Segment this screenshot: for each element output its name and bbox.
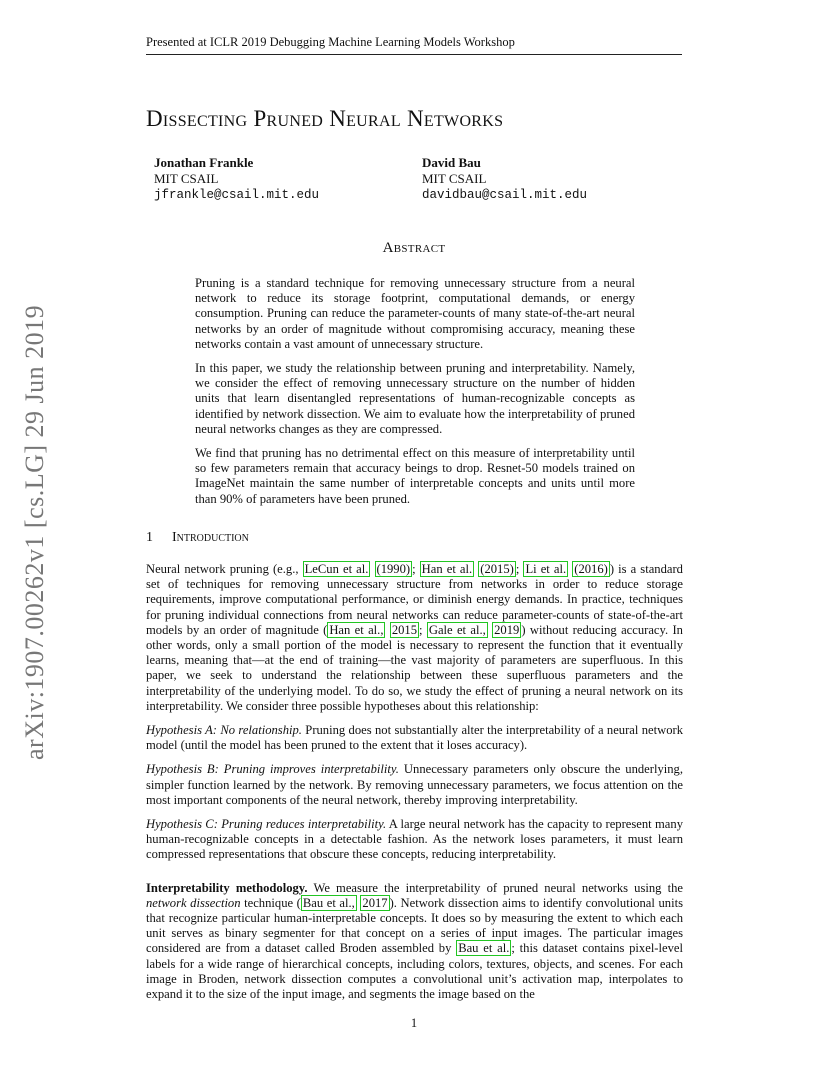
citation-link[interactable]: (2016) <box>574 562 608 576</box>
text-run: ; <box>419 622 427 637</box>
abstract-paragraph: Pruning is a standard technique for removing unnecessary structure from a neural network to reduce its storage footprint, computational demands, or energy consumption. Pruning can reduce the parameter-counts of many state-of-the-art neural networks by an order of magnitude without compromising accuracy, meaning these networks contain a vast amount of unnecessary structure. <box>195 276 635 351</box>
citation-link[interactable]: 2019 <box>494 622 520 637</box>
author-affiliation: MIT CSAIL <box>422 171 487 186</box>
emphasis-term: network dissection <box>146 895 241 910</box>
author-name: David Bau <box>422 155 481 170</box>
intro-paragraph <box>146 562 683 714</box>
citation-link[interactable]: LeCun et al. <box>304 562 369 576</box>
citation-link[interactable]: Han et al. <box>421 562 473 576</box>
text-run: A large neural network has the capacity to represent many human-recognizable concepts in a detectable fashion. As the network loses parameters, it must learn compressed representations that obscure these concepts, reducing interpretability. <box>146 817 683 862</box>
text-run: ) is a standard set of techniques for removing unnecessary structure from networks in order to reduce storage requirements, improve computational performance, or diminish energy demands. In practice, techniques for pruning individual connections from neural networks can reduce parameter-counts of state-of-the-art models by an order of magnitude ( <box>146 562 683 637</box>
page-number: 1 <box>410 1016 418 1030</box>
methodology-paragraph <box>146 881 683 1003</box>
hypothesis-c <box>146 817 683 863</box>
author-affiliation: MIT CSAIL <box>154 171 219 186</box>
citation-link[interactable]: Bau et al. <box>458 941 510 956</box>
citation-link[interactable]: (2015) <box>480 562 514 576</box>
citation-link[interactable]: (1990) <box>376 562 411 576</box>
section-heading <box>146 530 249 546</box>
text-run: Neural network pruning (e.g., <box>146 562 303 576</box>
hypothesis-label: Hypothesis C: Pruning reduces interpretability. <box>146 817 387 832</box>
citation-link[interactable]: Bau et al., <box>302 895 355 910</box>
citation-link[interactable]: 2017 <box>362 895 388 910</box>
text-run: technique ( <box>240 895 301 910</box>
abstract-paragraph: We find that pruning has no detrimental effect on this measure of interpretability until so few parameters remain that accuracy beings to drop. Resnet-50 models trained on ImageNet maintain the same number of interpretable concepts and units until more than 90% of parameters have been pruned. <box>195 446 635 506</box>
author-block-1 <box>154 155 319 203</box>
citation-link[interactable]: Gale et al., <box>428 622 486 637</box>
abstract-paragraph: In this paper, we study the relationship between pruning and interpretability. Namely, we consider the effect of removing unnecessary structure on the number of hidden units that learn disentangled representations of human-recognizable concepts as identified by network dissection. We aim to evaluate how the interpretability of pruned neural networks changes as they are compressed. <box>195 361 635 436</box>
author-email: jfrankle@csail.mit.edu <box>154 188 320 202</box>
text-run: Pruning does not substantially alter the interpretability of a neural network model (until the model has been pruned to the extent that it loses accuracy). <box>146 723 684 753</box>
section-title: Introduction <box>172 530 249 545</box>
text-run: ; <box>515 562 524 576</box>
hypothesis-label: Hypothesis B: Pruning improves interpretability. <box>146 762 399 777</box>
text-run: ; this dataset contains pixel-level labels for a wide range of hierarchical concepts, including colors, textures, objects, and scenes. For each image in Broden, network dissection computes a convolutional unit’s activation map, interpolates to expand it to the size of the input image, and segments the image based on the <box>146 941 683 1002</box>
text-run: Unnecessary parameters only obscure the underlying, simpler function learned by the network. By removing unnecessary parameters, we focus attention on the most important components of the neural network, thereby improving interpretability. <box>146 762 683 807</box>
section-number: 1 <box>146 530 153 545</box>
paper-title: Dissecting Pruned Neural Networks <box>146 106 504 131</box>
section-body <box>146 562 683 1011</box>
text-run: ; <box>412 562 420 576</box>
author-block-2 <box>422 155 587 203</box>
hypothesis-a <box>146 723 683 753</box>
citation-link[interactable]: 2015 <box>391 622 417 637</box>
hypothesis-label: Hypothesis A: No relationship. <box>146 723 302 738</box>
author-name: Jonathan Frankle <box>154 155 254 170</box>
citation-link[interactable]: Han et al., <box>329 622 384 637</box>
running-header: Presented at ICLR 2019 Debugging Machine Learning Models Workshop <box>146 35 682 55</box>
author-email: davidbau@csail.mit.edu <box>422 188 588 202</box>
text-run: ) without reducing accuracy. In other words, only a small portion of the model is necessary to represent the function that it eventually learns, meaning that—at the end of training—the vast majority of parameters are superfluous. In this paper, we seek to understand the relationship between these superfluous parameters and the interpretability of the underlying model. To do so, we study the effect of pruning a neural network on its interpretability. We consider three possible hypotheses about this relationship: <box>146 622 683 713</box>
paragraph-heading: Interpretability methodology. <box>146 880 308 895</box>
arxiv-stamp: arXiv:1907.00262v1 [cs.LG] 29 Jun 2019 <box>20 304 49 760</box>
citation-link[interactable]: Li et al. <box>525 562 567 576</box>
hypothesis-b <box>146 762 683 808</box>
abstract <box>195 276 635 516</box>
text-run: We measure the interpretability of pruned neural networks using the <box>307 880 683 895</box>
text-run: ). Network dissection aims to identify convolutional units that recognize particular human-interpretable concepts. It does so by measuring the extent to which each unit serves as binary segmenter for that concept on a series of input images. The particular images considered are from a dataset called Broden assembled by <box>146 895 683 956</box>
abstract-heading: Abstract <box>382 240 446 256</box>
